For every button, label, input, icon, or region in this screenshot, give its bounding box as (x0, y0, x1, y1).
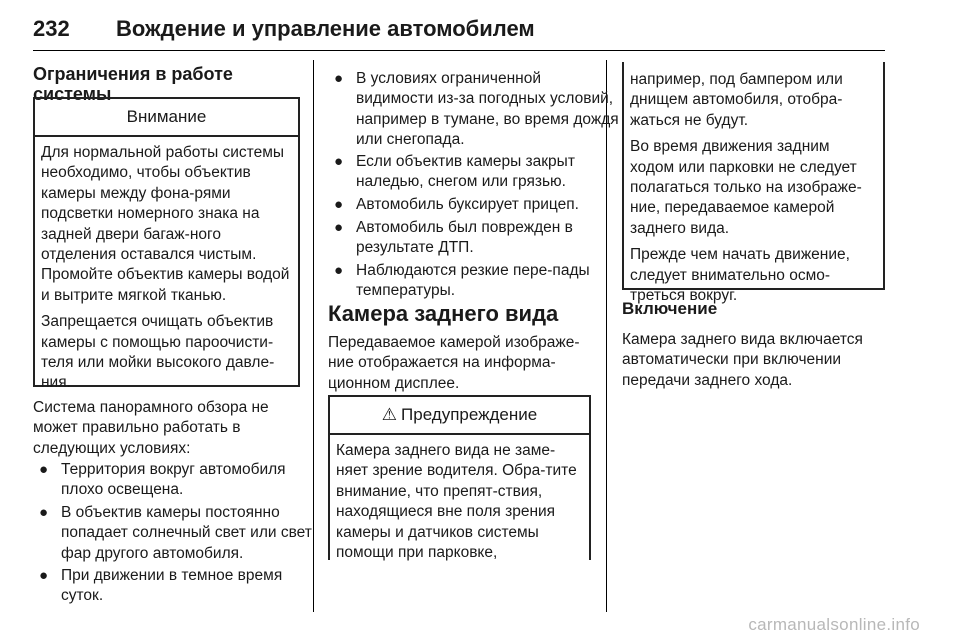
list-item: ● Если объектив камеры закрыт наледью, снегом или грязью. (334, 153, 575, 191)
list-item: ● В условиях ограниченной видимости из-за погодных условий, например в тумане, во время дождя или снегопада. (334, 70, 619, 149)
notice-paragraph: Для нормальной работы системы необходимо, чтобы объектив камеры между фона-рями подсветки номерного знака на задней двери багаж-ного отделения оставался чистым. Промойте объектив камеры водой и вытрите мягкой тканью. (41, 144, 290, 304)
notice-paragraph: Запрещается очищать объектив камеры с помощью пароочисти-теля или мойки высокого давле-ния. (41, 313, 275, 392)
notice-body (35, 137, 298, 394)
list-item: ● Наблюдаются резкие пере-пады температуры. (334, 262, 590, 300)
bullet-icon: ● (39, 567, 49, 584)
section-heading: Камера заднего вида (328, 301, 559, 326)
section-heading: Ограничения в работе системы (33, 64, 233, 105)
intro-paragraph: Система панорамного обзора не может правильно работать в следующих условиях: (33, 399, 269, 457)
notice-title: Внимание (35, 99, 298, 137)
bullet-icon: ● (39, 504, 49, 521)
warning-box (328, 395, 591, 560)
list-item: ● В объектив камеры постоянно попадает солнечный свет или свет фар другого автомобиля. (39, 504, 312, 562)
bullet-icon: ● (334, 262, 344, 279)
list-item: ● Территория вокруг автомобиля плохо освещена. (39, 461, 286, 499)
bullet-icon: ● (334, 219, 344, 236)
warning-box-continued (622, 62, 885, 305)
watermark: carmanualsonline.info (748, 615, 920, 634)
warning-paragraph: Прежде чем начать движение, следует внимательно осмо-треться вокруг. (630, 246, 850, 305)
warning-body (624, 62, 883, 306)
bullet-icon: ● (334, 70, 344, 87)
warning-title: ⚠ Предупреждение (330, 397, 589, 435)
chapter-title: Вождение и управление автомобилем (116, 16, 535, 41)
bullet-icon: ● (39, 461, 49, 478)
list-item: ● При движении в темное время суток. (39, 567, 283, 605)
intro-paragraph: Передаваемое камерой изображе-ние отображается на информа-ционном дисплее. (328, 334, 580, 392)
page-number: 232 (33, 16, 70, 41)
list-item: ● Автомобиль буксирует прицеп. (328, 195, 619, 215)
bullet-icon: ● (334, 153, 344, 170)
notice-box (33, 97, 300, 392)
warning-triangle-icon: ⚠ (381, 405, 398, 424)
warning-paragraph: например, под бампером или днищем автомобиля, отобра-жаться не будут. (630, 71, 843, 129)
section-heading: Включение (622, 299, 718, 318)
warning-body (330, 435, 589, 563)
warning-paragraph: Во время движения задним ходом или парковки не следует полагаться только на изображе-ние, передаваемое камерой заднего вида. (630, 138, 862, 237)
warning-paragraph: Камера заднего вида не заме-няет зрение водителя. Обра-тите внимание, что препят-ствия, находящиеся вне поля зрения камеры и датчиков системы помощи при парковке, (336, 442, 577, 562)
body-paragraph: Камера заднего вида включается автоматически при включении передачи заднего хода. (622, 331, 863, 389)
bullet-icon: ● (334, 196, 344, 213)
list-item: ● Автомобиль был поврежден в результате ДТП. (334, 219, 573, 257)
page-header (33, 10, 885, 51)
